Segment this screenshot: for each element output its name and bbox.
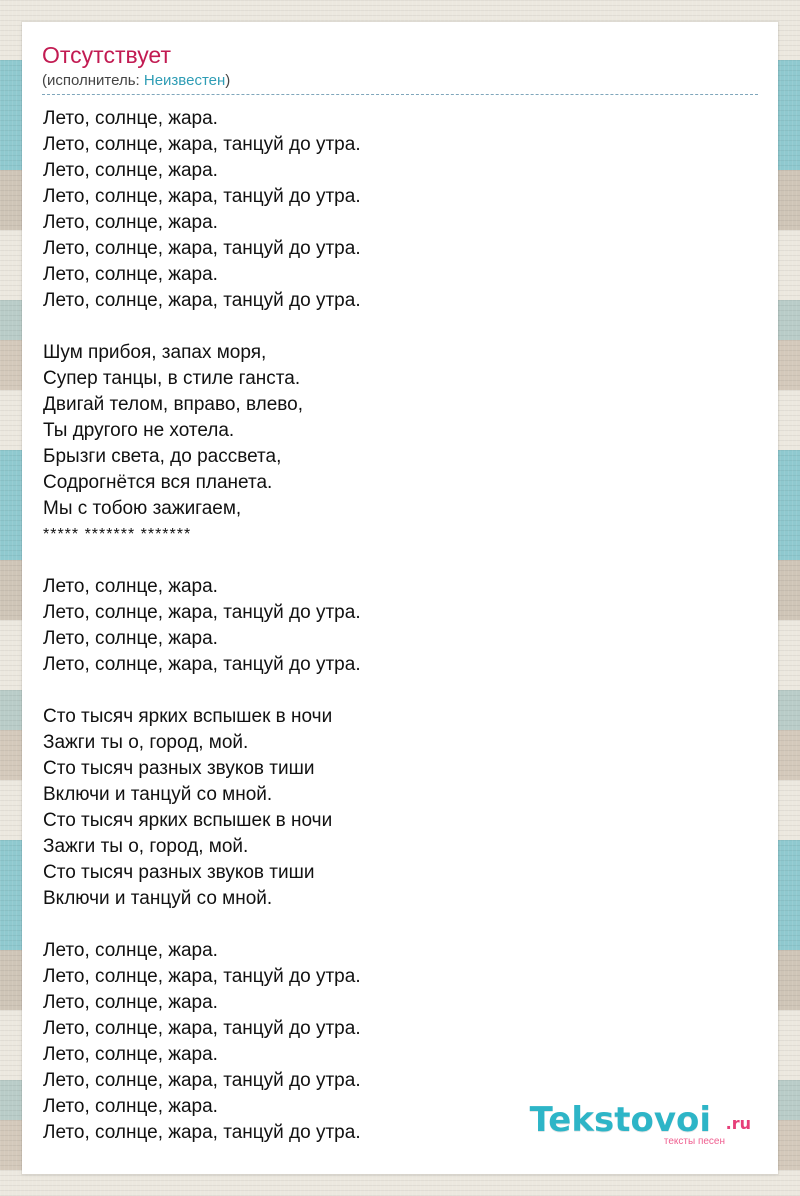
- lyric-line: Лето, солнце, жара.: [43, 576, 218, 597]
- lyric-line: Лето, солнце, жара, танцуй до утра.: [43, 654, 361, 675]
- lyric-line: Сто тысяч ярких вспышек в ночи: [43, 706, 333, 727]
- lyric-line: Супер танцы, в стиле ганста.: [43, 368, 301, 389]
- lyric-line: Лето, солнце, жара.: [43, 940, 218, 961]
- site-logo[interactable]: [529, 1100, 751, 1154]
- brand-tld: .ru: [725, 1114, 751, 1133]
- lyric-line: Двигай телом, вправо, влево,: [43, 394, 304, 415]
- lyric-blank-line: [43, 548, 743, 574]
- lyric-line: Лето, солнце, жара, танцуй до утра.: [43, 186, 361, 207]
- lyric-line: Лето, солнце, жара.: [43, 992, 218, 1013]
- lyric-line: Лето, солнце, жара, танцуй до утра.: [43, 290, 361, 311]
- artist-link[interactable]: Неизвестен: [143, 72, 226, 89]
- brand-name: Tekstovoi: [529, 1100, 711, 1140]
- lyric-line: Сто тысяч разных звуков тиши: [43, 758, 315, 779]
- lyric-line: Лето, солнце, жара.: [43, 160, 218, 181]
- song-header: [42, 40, 758, 95]
- lyric-line: Включи и танцуй со мной.: [43, 784, 273, 805]
- lyric-line: Зажги ты о, город, мой.: [43, 732, 249, 753]
- lyric-divider: ***** ******* *******: [43, 526, 192, 543]
- lyric-line: Включи и танцуй со мной.: [43, 888, 273, 909]
- lyric-line: Шум прибоя, запах моря,: [43, 342, 267, 363]
- lyric-line: Лето, солнце, жара.: [43, 1096, 218, 1117]
- lyric-line: Лето, солнце, жара, танцуй до утра.: [43, 238, 361, 259]
- artist-prefix: (исполнитель:: [42, 72, 144, 89]
- lyrics-card: [22, 22, 778, 1174]
- lyrics-body: [43, 106, 743, 1146]
- lyric-line: Сто тысяч разных звуков тиши: [43, 862, 315, 883]
- lyric-line: Зажги ты о, город, мой.: [43, 836, 249, 857]
- lyric-line: Лето, солнце, жара, танцуй до утра.: [43, 1122, 361, 1143]
- lyric-line: Лето, солнце, жара.: [43, 212, 218, 233]
- lyric-line: Брызги света, до рассвета,: [43, 446, 282, 467]
- lyric-line: Лето, солнце, жара.: [43, 628, 218, 649]
- lyric-line: Лето, солнце, жара.: [43, 264, 218, 285]
- lyric-line: Лето, солнце, жара, танцуй до утра.: [43, 1070, 361, 1091]
- lyric-line: Лето, солнце, жара, танцуй до утра.: [43, 134, 361, 155]
- artist-suffix: ): [225, 72, 231, 89]
- lyric-line: Лето, солнце, жара.: [43, 108, 218, 129]
- lyric-line: Лето, солнце, жара.: [43, 1044, 218, 1065]
- lyric-line: Мы с тобою зажигаем,: [43, 498, 242, 519]
- lyric-line: Ты другого не хотела.: [43, 420, 235, 441]
- lyric-line: Лето, солнце, жара, танцуй до утра.: [43, 1018, 361, 1039]
- song-title: Отсутствует: [42, 42, 171, 68]
- lyric-line: Содрогнётся вся планета.: [43, 472, 273, 493]
- lyric-line: Лето, солнце, жара, танцуй до утра.: [43, 966, 361, 987]
- lyric-blank-line: [43, 314, 743, 340]
- lyric-blank-line: [43, 912, 743, 938]
- lyric-blank-line: [43, 678, 743, 704]
- artist-line: [42, 72, 230, 90]
- brand-tagline: тексты песен: [663, 1136, 725, 1147]
- lyric-line: Сто тысяч ярких вспышек в ночи: [43, 810, 333, 831]
- lyric-line: Лето, солнце, жара, танцуй до утра.: [43, 602, 361, 623]
